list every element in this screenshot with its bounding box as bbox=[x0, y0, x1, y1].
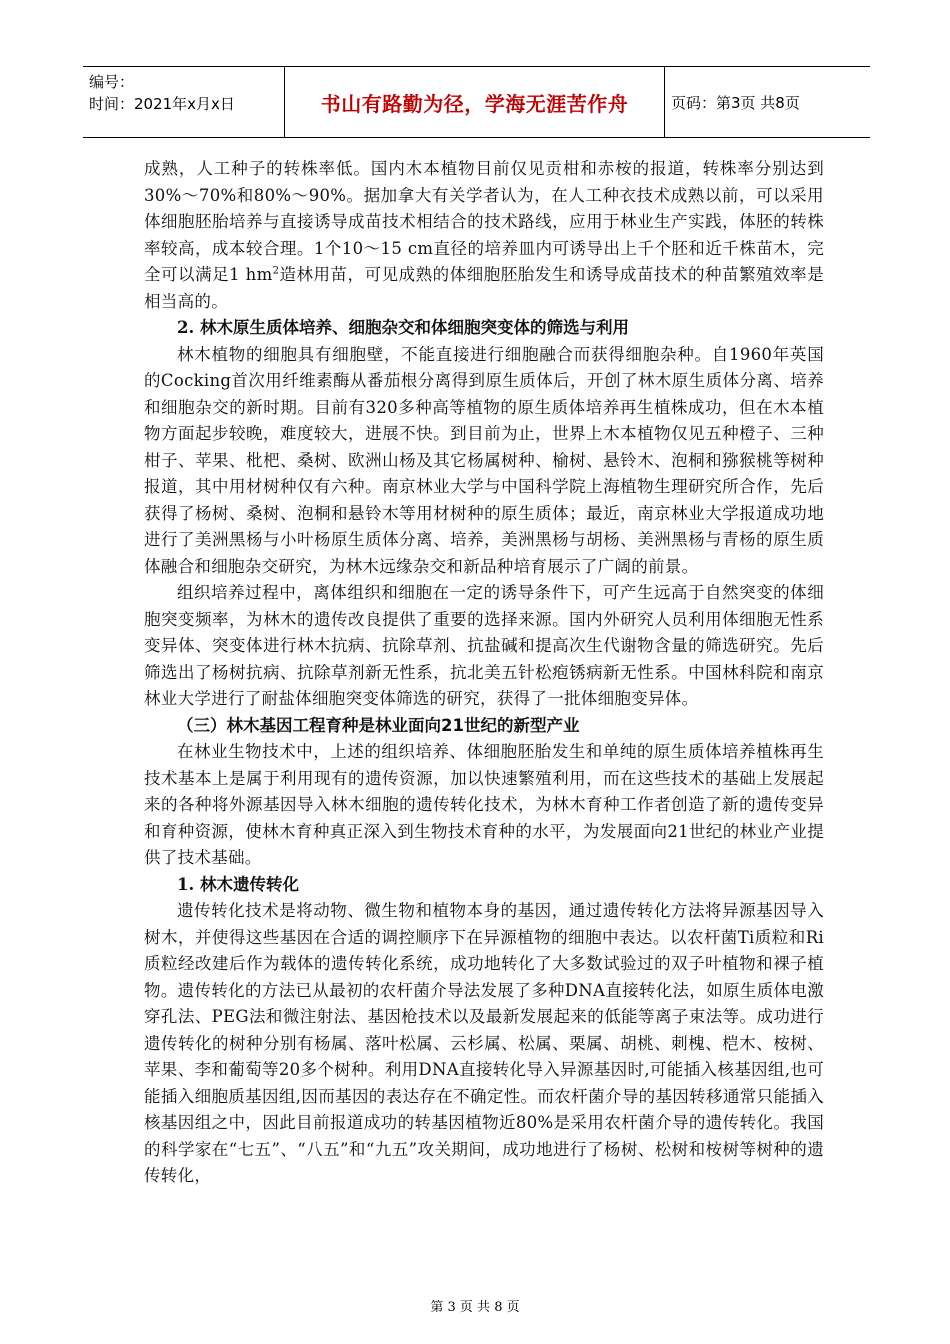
page-header bbox=[83, 66, 870, 138]
superscript: 2 bbox=[272, 265, 280, 277]
section-heading-protoplast: 2. 林木原生质体培养、细胞杂交和体细胞突变体的筛选与利用 bbox=[177, 318, 629, 337]
paragraph-continued bbox=[144, 156, 824, 315]
section-heading-genetic-engineering: （三）林木基因工程育种是林业面向21世纪的新型产业 bbox=[177, 715, 580, 735]
section-heading-transformation: 1. 林木遗传转化 bbox=[177, 874, 299, 894]
paragraph: 遗传转化技术是将动物、微生物和植物本身的基因，通过遗传转化方法将异源基因导入树木，并使得这些基因在合适的调控顺序下在异源植物的细胞中表达。以农杆菌Ti质粒和Ri质粒经改建后作为载体的遗传转化系统，成功地转化了大多数试验过的双子叶植物和裸子植物。遗传转化的方法已从最初的农杆菌介导法发展了多种DNA直接转化法，如原生质体电激穿孔法、PEG法和微注射法、基因枪技术以及最新发展起来的低能等离子束法等。成功进行遗传转化的树种分别有杨属、落叶松属、云杉属、松属、栗属、胡桃、刺槐、桤木、桉树、苹果、李和葡萄等20多个树种。利用DNA直接转化导入异源基因时,可能插入核基因组,也可能插入细胞质基因组,因而基因的表达存在不确定性。而农杆菌介导的基因转移通常只能插入核基因组之中，因此目前报道成功的转基因植物近80%是采用农杆菌介导的遗传转化。我国的科学家在“七五”、“八五”和“九五”攻关期间，成功地进行了杨树、松树和桉树等树种的遗传转化， bbox=[144, 901, 824, 1185]
paragraph: 在林业生物技术中，上述的组织培养、体细胞胚胎发生和单纯的原生质体培养植株再生技术基本上是属于利用现有的遗传资源，加以快速繁殖利用，而在这些技术的基础上发展起来的各种将外源基因导入林木细胞的遗传转化技术，为林木育种工作者创造了新的遗传变异和育种资源，使林木育种真正深入到生物技术育种的水平，为发展面向21世纪的林业产业提供了技术基础。 bbox=[144, 742, 824, 867]
document-body bbox=[144, 156, 824, 1190]
document-date: 时间：2021年x月x日 bbox=[89, 95, 235, 113]
header-motto: 书山有路勤为径，学海无涯苦作舟 bbox=[285, 67, 665, 137]
paragraph-text-end: 造林用苗，可见成熟的体细胞胚胎发生和诱导成苗技术的种苗繁殖效率是相当高的。 bbox=[144, 265, 824, 311]
paragraph: 林木植物的细胞具有细胞壁，不能直接进行细胞融合而获得细胞杂种。自1960年英国的Cocking首次用纤维素酶从番茄根分离得到原生质体后，开创了林木原生质体分离、培养和细胞杂交的新时期。目前有320多种高等植物的原生质体培养再生植株成功，但在木本植物方面起步较晚，难度较大，进展不快。到目前为止，世界上木本植物仅见五种橙子、三种柑子、苹果、枇杷、桑树、欧洲山杨及其它杨属树种、榆树、悬铃木、泡桐和猕猴桃等树种报道，其中用材树种仅有六种。南京林业大学与中国科学院上海植物生理研究所合作，先后获得了杨树、桑树、泡桐和悬铃木等用材树种的原生质体；最近，南京林业大学报道成功地进行了美洲黑杨与小叶杨原生质体分离、培养，美洲黑杨与胡杨、美洲黑杨与青杨的原生质体融合和细胞杂交研究，为林木远缘杂交和新品种培育展示了广阔的前景。 bbox=[144, 344, 824, 576]
paragraph-text: 成熟，人工种子的转株率低。国内木本植物目前仅见贡柑和赤桉的报道，转株率分别达到30%～70%和80%～90%。据加拿大有关学者认为，在人工种衣技术成熟以前，可以采用体细胞胚胎培养与直接诱导成苗技术相结合的技术路线，应用于林业生产实践，体胚的转株率较高，成本较合理。1个10～15 cm直径的培养皿内可诱导出上千个胚和近千株苗木，完全可以满足1 hm bbox=[144, 159, 824, 284]
paragraph: 组织培养过程中，离体组织和细胞在一定的诱导条件下，可产生远高于自然突变的体细胞突变频率，为林木的遗传改良提供了重要的选择来源。国内外研究人员利用体细胞无性系变异体、突变体进行林木抗病、抗除草剂、抗盐碱和提高次生代谢物含量的筛选研究。先后筛选出了杨树抗病、抗除草剂新无性系，抗北美五针松疱锈病新无性系。中国林科院和南京林业大学进行了耐盐体细胞突变体筛选的研究，获得了一批体细胞变异体。 bbox=[144, 583, 824, 708]
header-page-info: 页码：第3页 共8页 bbox=[671, 93, 800, 112]
page-footer: 第 3 页 共 8 页 bbox=[430, 1300, 520, 1315]
header-meta bbox=[83, 67, 285, 137]
document-number-label: 编号： bbox=[89, 73, 135, 91]
